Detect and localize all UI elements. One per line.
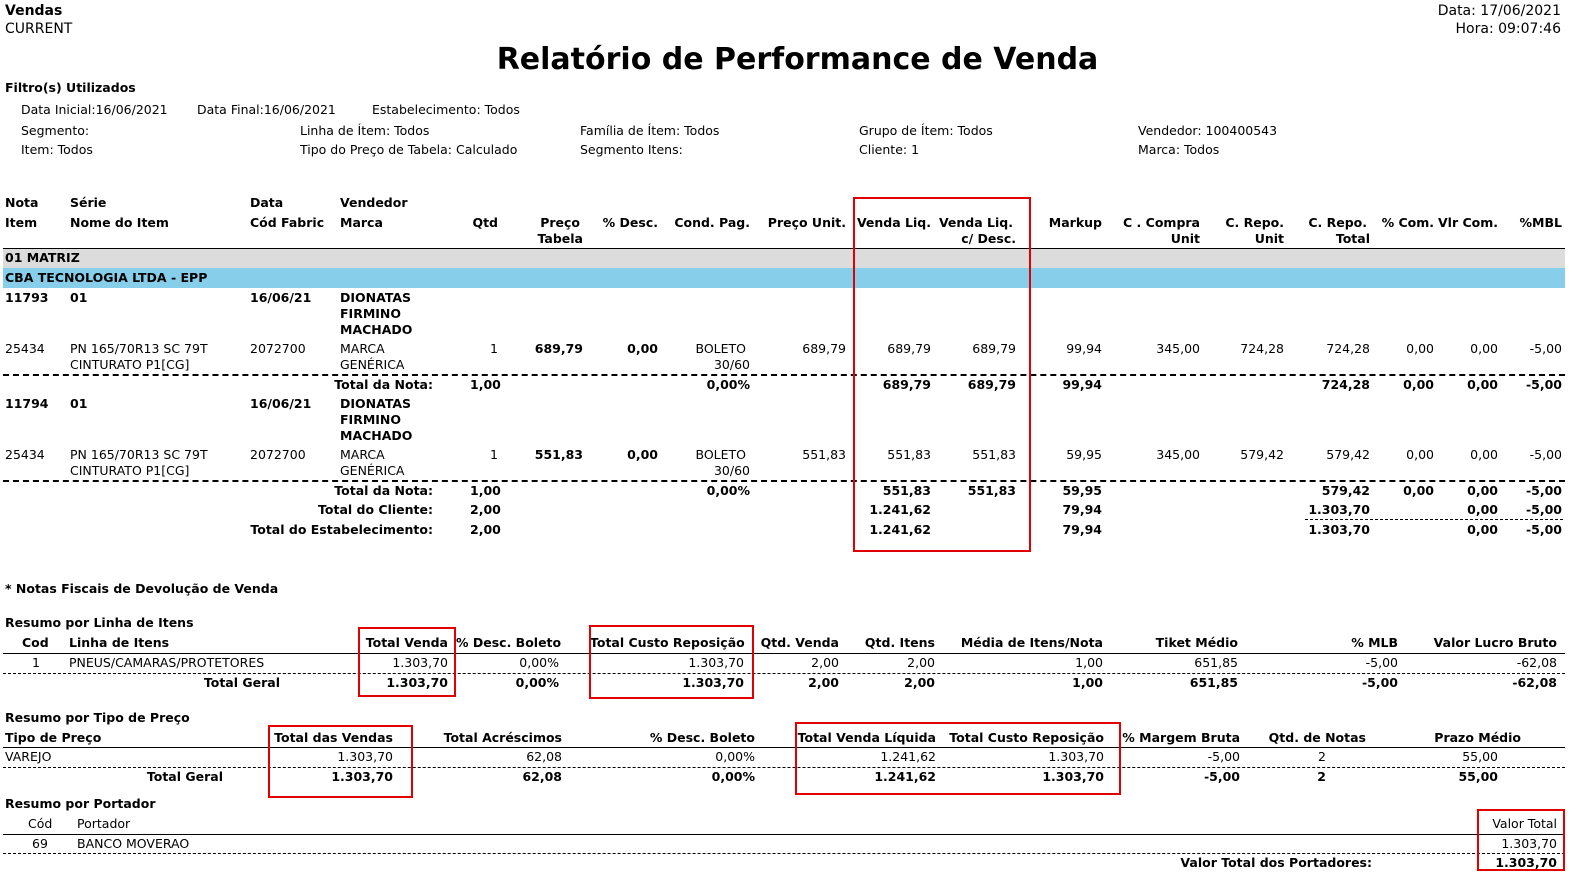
- rp-col-custo-repo: Total Custo Reposição: [949, 730, 1104, 745]
- report-time: Hora: 09:07:46: [1455, 21, 1561, 37]
- highlight-venda-liquida-box: [795, 722, 1121, 795]
- nota-serie: 01: [70, 290, 88, 305]
- item-marca-2: GENÉRICA: [340, 463, 405, 478]
- filter-familia-item: Família de Ítem: Todos: [580, 123, 720, 138]
- rl-total-desc-boleto: 0,00%: [515, 675, 559, 690]
- item-pct-com: 0,00: [1406, 447, 1434, 462]
- col-nome-item: Nome do Item: [70, 215, 169, 230]
- rl-total-media-itens: 1,00: [1072, 675, 1103, 690]
- rp-total-margem: -5,00: [1203, 769, 1240, 784]
- rl-qtd-venda: 2,00: [811, 655, 839, 670]
- rl-lucro-bruto: -62,08: [1516, 655, 1557, 670]
- item-preco-tabela: 551,83: [534, 447, 583, 462]
- rl-custo-repo: 1.303,70: [688, 655, 744, 670]
- item-code: 25434: [5, 447, 45, 462]
- nota-serie: 01: [70, 396, 88, 411]
- nota-total-pct: 0,00%: [706, 377, 750, 392]
- rl-total-qtd-itens: 2,00: [904, 675, 935, 690]
- rl-total-tiket-medio: 651,85: [1189, 675, 1238, 690]
- rp-total-prazo: 55,00: [1458, 769, 1498, 784]
- filter-linha-item: Linha de Ítem: Todos: [300, 123, 430, 138]
- item-cond-1: BOLETO: [695, 447, 746, 462]
- item-marca-2: GENÉRICA: [340, 357, 405, 372]
- col-pct-desc: % Desc.: [602, 215, 658, 230]
- nota-vendedor-3: MACHADO: [340, 428, 413, 443]
- rp-total-label: Total Geral: [146, 769, 223, 784]
- item-c-repo-total: 724,28: [1326, 341, 1370, 356]
- nota-total-venda-liq: 551,83: [882, 483, 931, 498]
- item-pct-desc: 0,00: [627, 341, 658, 356]
- cliente-total-venda-liq: 1.241,62: [869, 502, 931, 517]
- dashed-divider: [3, 374, 1565, 376]
- highlight-total-vendas-box: [268, 725, 413, 798]
- rpo-cod: 69: [32, 836, 48, 851]
- item-name-1: PN 165/70R13 SC 79T: [70, 341, 208, 356]
- nota-total-markup: 59,95: [1062, 483, 1102, 498]
- nota-total-qtd: 1,00: [470, 377, 501, 392]
- rp-margem: -5,00: [1207, 749, 1240, 764]
- rp-total-qtd-notas: 2: [1317, 769, 1326, 784]
- cliente-total-c-repo-total: 1.303,70: [1308, 502, 1370, 517]
- nota-total-c-repo-total: 724,28: [1321, 377, 1370, 392]
- rp-col-prazo: Prazo Médio: [1434, 730, 1521, 745]
- rl-col-linha: Linha de Itens: [69, 635, 170, 650]
- nota-data: 16/06/21: [250, 290, 312, 305]
- estab-total-vlr-com: 0,00: [1467, 522, 1498, 537]
- nota-total-pct-mbl: -5,00: [1525, 483, 1562, 498]
- cliente-name: CBA TECNOLOGIA LTDA - EPP: [5, 270, 208, 285]
- nota-number: 11794: [5, 396, 49, 411]
- rp-header-divider: [3, 747, 1565, 748]
- item-code: 25434: [5, 341, 45, 356]
- rp-total-custo-repo: 1.303,70: [1042, 769, 1104, 784]
- rpo-total-label: Valor Total dos Portadores:: [1180, 855, 1372, 870]
- rp-total-acrescimos: 62,08: [522, 769, 562, 784]
- nota-vendedor-1: DIONATAS: [340, 290, 412, 305]
- report-date: Data: 17/06/2021: [1437, 3, 1561, 19]
- col-venda-liq-desc-2: c/ Desc.: [961, 231, 1016, 246]
- col-item: Item: [5, 215, 38, 230]
- rp-custo-repo: 1.303,70: [1048, 749, 1104, 764]
- filter-grupo-item: Grupo de Ítem: Todos: [859, 123, 993, 138]
- item-pct-mbl: -5,00: [1529, 341, 1562, 356]
- resumo-preco-title: Resumo por Tipo de Preço: [5, 710, 190, 725]
- col-serie: Série: [70, 195, 107, 210]
- cliente-total-markup: 79,94: [1062, 502, 1102, 517]
- report-title: Relatório de Performance de Venda: [496, 42, 1099, 77]
- item-venda-liq-desc: 689,79: [972, 341, 1016, 356]
- item-c-repo: 724,28: [1240, 341, 1284, 356]
- nota-total-qtd: 1,00: [470, 483, 501, 498]
- nota-total-venda-liq-desc: 689,79: [967, 377, 1016, 392]
- rp-col-desc-boleto: % Desc. Boleto: [649, 730, 755, 745]
- item-pct-mbl: -5,00: [1529, 447, 1562, 462]
- col-markup: Markup: [1048, 215, 1102, 230]
- estab-total-label: Total do Estabelecimento:: [250, 522, 433, 537]
- estab-total-pct-mbl: -5,00: [1525, 522, 1562, 537]
- dashed-divider: [1305, 519, 1563, 520]
- cliente-total-pct-mbl: -5,00: [1525, 502, 1562, 517]
- dashed-divider: [3, 673, 1565, 674]
- rp-venda-liquida: 1.241,62: [880, 749, 936, 764]
- highlight-total-venda-box: [358, 627, 456, 697]
- item-vlr-com: 0,00: [1470, 341, 1498, 356]
- estabelecimento-band: [3, 249, 1565, 268]
- rl-linha: PNEUS/CAMARAS/PROTETORES: [69, 655, 265, 670]
- rl-col-desc-boleto: % Desc. Boleto: [456, 635, 562, 650]
- rl-cod: 1: [32, 655, 40, 670]
- nota-number: 11793: [5, 290, 49, 305]
- col-preco-tabela-2: Tabela: [537, 231, 583, 246]
- item-pct-com: 0,00: [1406, 341, 1434, 356]
- estab-total-qtd: 2,00: [470, 522, 501, 537]
- estab-total-c-repo-total: 1.303,70: [1308, 522, 1370, 537]
- rpo-col-valor-total: Valor Total: [1492, 816, 1557, 831]
- nota-total-venda-liq-desc: 551,83: [967, 483, 1016, 498]
- item-preco-tabela: 689,79: [534, 341, 583, 356]
- rl-col-pct-mlb: % MLB: [1351, 635, 1398, 650]
- estab-total-markup: 79,94: [1062, 522, 1102, 537]
- filter-item: Item: Todos: [21, 142, 93, 157]
- rp-total-total-vendas: 1.303,70: [331, 769, 393, 784]
- devolucao-note: * Notas Fiscais de Devolução de Venda: [5, 581, 279, 596]
- nota-total-pct: 0,00%: [706, 483, 750, 498]
- rp-total-vendas: 1.303,70: [337, 749, 393, 764]
- dashed-divider: [3, 767, 1565, 768]
- rpo-valor-total: 1.303,70: [1501, 836, 1557, 851]
- nota-total-label: Total da Nota:: [334, 377, 433, 392]
- rp-prazo: 55,00: [1462, 749, 1498, 764]
- item-qtd: 1: [490, 341, 498, 356]
- estab-total-venda-liq: 1.241,62: [869, 522, 931, 537]
- rp-col-margem: % Margem Bruta: [1122, 730, 1240, 745]
- col-marca: Marca: [340, 215, 383, 230]
- rl-pct-mlb: -5,00: [1365, 655, 1398, 670]
- nota-vendedor-2: FIRMINO: [340, 306, 401, 321]
- rl-total-lucro-bruto: -62,08: [1512, 675, 1557, 690]
- cliente-total-vlr-com: 0,00: [1467, 502, 1498, 517]
- rpo-total-value: 1.303,70: [1495, 855, 1557, 870]
- resumo-portador-title: Resumo por Portador: [5, 796, 156, 811]
- nota-total-venda-liq: 689,79: [882, 377, 931, 392]
- item-qtd: 1: [490, 447, 498, 462]
- rl-header-divider: [3, 653, 1565, 654]
- col-venda-liq: Venda Liq.: [856, 215, 931, 230]
- item-c-repo-total: 579,42: [1326, 447, 1370, 462]
- rp-col-venda-liquida: Total Venda Líquida: [797, 730, 936, 745]
- item-cond-1: BOLETO: [695, 341, 746, 356]
- nota-total-markup: 99,94: [1062, 377, 1102, 392]
- highlight-valor-total-box: [1477, 809, 1565, 871]
- rp-col-qtd-notas: Qtd. de Notas: [1268, 730, 1366, 745]
- filter-cliente: Cliente: 1: [859, 142, 920, 157]
- nota-total-vlr-com: 0,00: [1467, 483, 1498, 498]
- col-c-compra-2: Unit: [1170, 231, 1200, 246]
- rl-desc-boleto: 0,00%: [519, 655, 559, 670]
- resumo-linha-title: Resumo por Linha de Itens: [5, 615, 194, 630]
- rp-col-tipo: Tipo de Preço: [5, 730, 102, 745]
- rl-col-tiket-medio: Tiket Médio: [1155, 635, 1238, 650]
- col-c-repo: C. Repo.: [1225, 215, 1284, 230]
- cliente-total-qtd: 2,00: [470, 502, 501, 517]
- rl-col-total-venda: Total Venda: [365, 635, 448, 650]
- nota-total-pct-com: 0,00: [1403, 377, 1434, 392]
- nota-total-vlr-com: 0,00: [1467, 377, 1498, 392]
- dashed-divider: [3, 480, 1565, 482]
- rp-total-venda-liquida: 1.241,62: [874, 769, 936, 784]
- rl-col-qtd-itens: Qtd. Itens: [864, 635, 935, 650]
- rl-total-custo-repo: 1.303,70: [682, 675, 744, 690]
- cliente-band: [3, 268, 1565, 288]
- nota-total-c-repo-total: 579,42: [1321, 483, 1370, 498]
- highlight-venda-liq-box: [853, 197, 1031, 552]
- col-preco-unit: Preço Unit.: [767, 215, 846, 230]
- rp-acrescimos: 62,08: [526, 749, 562, 764]
- item-markup: 99,94: [1066, 341, 1102, 356]
- col-nota: Nota: [5, 195, 39, 210]
- filter-vendedor: Vendedor: 100400543: [1138, 123, 1278, 138]
- rpo-header-divider: [3, 834, 1565, 835]
- rp-qtd-notas: 2: [1318, 749, 1326, 764]
- filter-data-final: Data Final:16/06/2021: [197, 102, 336, 117]
- col-c-compra: C . Compra: [1123, 215, 1200, 230]
- dashed-divider: [3, 853, 1565, 854]
- item-venda-liq: 689,79: [887, 341, 931, 356]
- item-name-2: CINTURATO P1[CG]: [70, 463, 190, 478]
- item-venda-liq-desc: 551,83: [972, 447, 1016, 462]
- filter-estabelecimento: Estabelecimento: Todos: [372, 102, 520, 117]
- rl-total-venda: 1.303,70: [392, 655, 448, 670]
- filter-segmento-itens: Segmento Itens:: [580, 142, 683, 157]
- filter-data-inicial: Data Inicial:16/06/2021: [21, 102, 168, 117]
- item-venda-liq: 551,83: [887, 447, 931, 462]
- module-name: Vendas: [5, 3, 63, 19]
- col-data: Data: [250, 195, 284, 210]
- nota-vendedor-2: FIRMINO: [340, 412, 401, 427]
- nota-vendedor-3: MACHADO: [340, 322, 413, 337]
- filters-title: Filtro(s) Utilizados: [5, 80, 136, 95]
- item-cond-2: 30/60: [713, 463, 750, 478]
- rl-total-pct-mlb: -5,00: [1361, 675, 1398, 690]
- item-vlr-com: 0,00: [1470, 447, 1498, 462]
- rl-total-label: Total Geral: [203, 675, 280, 690]
- rl-tiket-medio: 651,85: [1194, 655, 1238, 670]
- rp-col-acrescimos: Total Acréscimos: [443, 730, 562, 745]
- col-pct-com: % Com.: [1381, 215, 1434, 230]
- cliente-total-label: Total do Cliente:: [318, 502, 433, 517]
- col-cod-fabric: Cód Fabric: [250, 215, 325, 230]
- rpo-portador: BANCO MOVERAO: [77, 836, 190, 851]
- highlight-custo-repo-box: [589, 625, 754, 699]
- filter-segmento: Segmento:: [21, 123, 90, 138]
- col-cond-pag: Cond. Pag.: [674, 215, 750, 230]
- rl-col-cod: Cod: [22, 635, 49, 650]
- col-c-repo-total: C. Repo.: [1308, 215, 1367, 230]
- rl-qtd-itens: 2,00: [907, 655, 935, 670]
- rp-desc-boleto: 0,00%: [715, 749, 755, 764]
- rpo-col-portador: Portador: [77, 816, 131, 831]
- estabelecimento-name: 01 MATRIZ: [5, 250, 80, 265]
- item-name-1: PN 165/70R13 SC 79T: [70, 447, 208, 462]
- item-preco-unit: 551,83: [802, 447, 846, 462]
- rl-total-total-venda: 1.303,70: [386, 675, 448, 690]
- item-cond-2: 30/60: [713, 357, 750, 372]
- col-preco-tabela: Preço: [540, 215, 580, 230]
- rl-col-media-itens: Média de Itens/Nota: [960, 635, 1103, 650]
- nota-data: 16/06/21: [250, 396, 312, 411]
- rl-total-qtd-venda: 2,00: [808, 675, 839, 690]
- rp-total-desc-boleto: 0,00%: [711, 769, 755, 784]
- nota-total-pct-mbl: -5,00: [1525, 377, 1562, 392]
- item-markup: 59,95: [1066, 447, 1102, 462]
- col-pct-mbl: %MBL: [1519, 215, 1562, 230]
- rl-col-custo-repo: Total Custo Reposição: [590, 635, 745, 650]
- col-venda-liq-desc: Venda Liq.: [938, 215, 1013, 230]
- col-qtd: Qtd: [472, 215, 498, 230]
- item-pct-desc: 0,00: [627, 447, 658, 462]
- col-vendedor: Vendedor: [340, 195, 408, 210]
- item-cod-fabric: 2072700: [250, 341, 306, 356]
- rl-col-qtd-venda: Qtd. Venda: [760, 635, 839, 650]
- user-name: CURRENT: [5, 21, 73, 37]
- col-vlr-com: Vlr Com.: [1437, 215, 1498, 230]
- col-c-repo-total-2: Total: [1335, 231, 1370, 246]
- item-c-compra: 345,00: [1156, 447, 1200, 462]
- nota-total-label: Total da Nota:: [334, 483, 433, 498]
- item-name-2: CINTURATO P1[CG]: [70, 357, 190, 372]
- filter-tipo-preco: Tipo do Preço de Tabela: Calculado: [300, 142, 518, 157]
- col-c-repo-2: Unit: [1254, 231, 1284, 246]
- rl-col-lucro-bruto: Valor Lucro Bruto: [1433, 635, 1557, 650]
- item-c-repo: 579,42: [1240, 447, 1284, 462]
- item-c-compra: 345,00: [1156, 341, 1200, 356]
- filter-marca: Marca: Todos: [1138, 142, 1220, 157]
- item-marca-1: MARCA: [340, 447, 385, 462]
- item-marca-1: MARCA: [340, 341, 385, 356]
- nota-total-pct-com: 0,00: [1403, 483, 1434, 498]
- rpo-col-cod: Cód: [28, 816, 53, 831]
- item-preco-unit: 689,79: [802, 341, 846, 356]
- rp-tipo: VAREJO: [5, 749, 52, 764]
- rl-media-itens: 1,00: [1075, 655, 1103, 670]
- nota-vendedor-1: DIONATAS: [340, 396, 412, 411]
- item-cod-fabric: 2072700: [250, 447, 306, 462]
- rp-col-total-vendas: Total das Vendas: [274, 730, 393, 745]
